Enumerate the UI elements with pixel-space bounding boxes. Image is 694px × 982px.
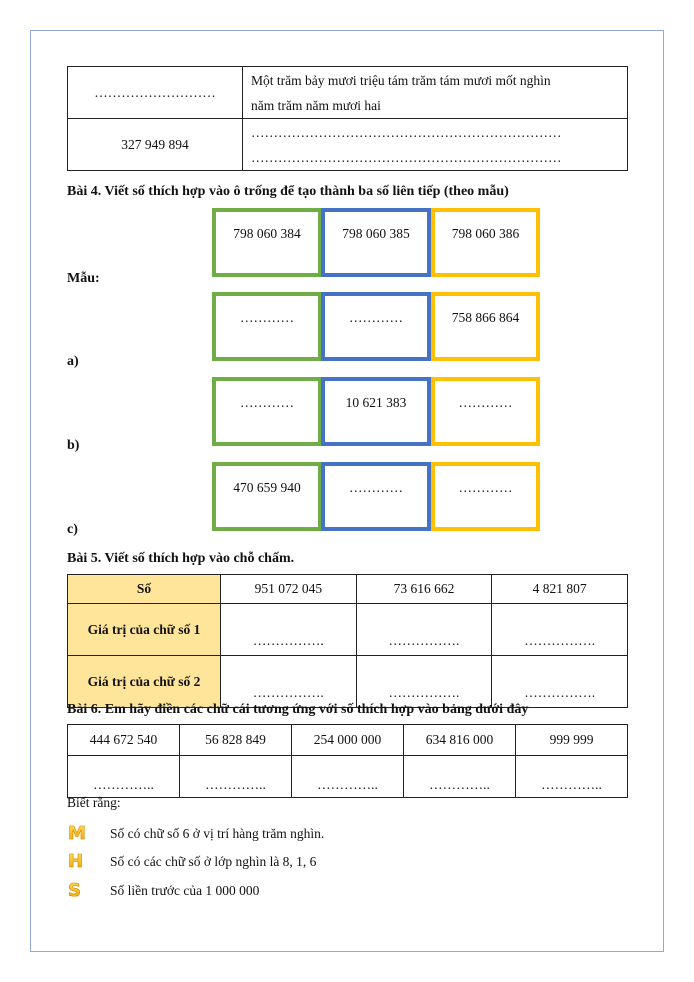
number-cell: 4 821 807 (492, 575, 628, 604)
legend-text: Số liền trước của 1 000 000 (110, 882, 260, 898)
bai5-heading: Bài 5. Viết số thích hợp vào chỗ chấm. (67, 551, 295, 566)
number-cell: 327 949 894 (68, 119, 243, 171)
row-label-mau: Mẫu: (67, 271, 100, 286)
number-box-green: ………… (212, 292, 322, 361)
blank-cell: ………….. (180, 756, 292, 798)
number-box-green: 470 659 940 (212, 462, 322, 531)
blank-cell: ……………. (221, 604, 357, 656)
table-row (68, 756, 628, 798)
number-box-green: 798 060 384 (212, 208, 322, 277)
blank-cell: ………….. (404, 756, 516, 798)
letter-match-table (67, 724, 628, 798)
letter-s-icon: S (68, 880, 90, 901)
legend-text: Số có các chữ số ở lớp nghìn là 8, 1, 6 (110, 853, 317, 869)
blank-cell: ………….. (516, 756, 628, 798)
number-box-yellow: ………… (431, 462, 540, 531)
number-box-yellow: 798 060 386 (431, 208, 540, 277)
row-label-b: b) (67, 438, 80, 453)
number-box-blue: ………… (321, 292, 431, 361)
words-line: Một trăm bảy mươi triệu tám trăm tám mươi mốt nghìn (251, 72, 551, 88)
words-line: …………………………………………………………… (251, 124, 562, 140)
number-cell: 56 828 849 (180, 725, 292, 756)
table-row (68, 119, 628, 171)
bai4-heading: Bài 4. Viết số thích hợp vào ô trống để tạo thành ba số liên tiếp (theo mẫu) (67, 184, 509, 199)
words-cell (243, 67, 628, 119)
header-cell: Giá trị của chữ số 1 (68, 604, 221, 656)
blank-cell: ……………. (492, 656, 628, 708)
legend-item-m (68, 823, 324, 844)
blank-cell: ……………. (492, 604, 628, 656)
legend-item-h (68, 851, 316, 872)
table-row (68, 725, 628, 756)
blank-cell: ……………. (221, 656, 357, 708)
digit-value-table (67, 574, 628, 708)
blank-cell: ……………. (356, 604, 492, 656)
blank-cell: ……………. (356, 656, 492, 708)
words-line: năm trăm năm mươi hai (251, 97, 381, 113)
number-box-blue: 10 621 383 (321, 377, 431, 446)
legend-text: Số có chữ số 6 ở vị trí hàng trăm nghìn. (110, 825, 325, 841)
letter-m-icon: M (68, 823, 90, 844)
legend-item-s (68, 880, 259, 901)
words-line: …………………………………………………………… (251, 149, 562, 165)
number-cell: ……………………… (68, 67, 243, 119)
number-box-blue: ………… (321, 462, 431, 531)
table-row (68, 67, 628, 119)
number-box-yellow: 758 866 864 (431, 292, 540, 361)
number-cell: 254 000 000 (292, 725, 404, 756)
blank-cell: ………….. (68, 756, 180, 798)
number-cell: 951 072 045 (221, 575, 357, 604)
number-box-blue: 798 060 385 (321, 208, 431, 277)
header-cell: Số (68, 575, 221, 604)
row-label-a: a) (67, 354, 79, 369)
words-cell (243, 119, 628, 171)
letter-h-icon: H (68, 851, 90, 872)
table-row (68, 604, 628, 656)
number-cell: 444 672 540 (68, 725, 180, 756)
number-cell: 634 816 000 (404, 725, 516, 756)
header-cell: Giá trị của chữ số 2 (68, 656, 221, 708)
number-box-yellow: ………… (431, 377, 540, 446)
bai6-heading: Bài 6. Em hãy điền các chữ cái tương ứng với số thích hợp vào bảng dưới đây (67, 702, 529, 717)
number-cell: 999 999 (516, 725, 628, 756)
table-row (68, 575, 628, 604)
blank-cell: ………….. (292, 756, 404, 798)
number-box-green: ………… (212, 377, 322, 446)
hint-label: Biết rằng: (67, 795, 121, 810)
table-row (68, 656, 628, 708)
number-cell: 73 616 662 (356, 575, 492, 604)
number-words-table (67, 66, 628, 171)
row-label-c: c) (67, 522, 78, 537)
